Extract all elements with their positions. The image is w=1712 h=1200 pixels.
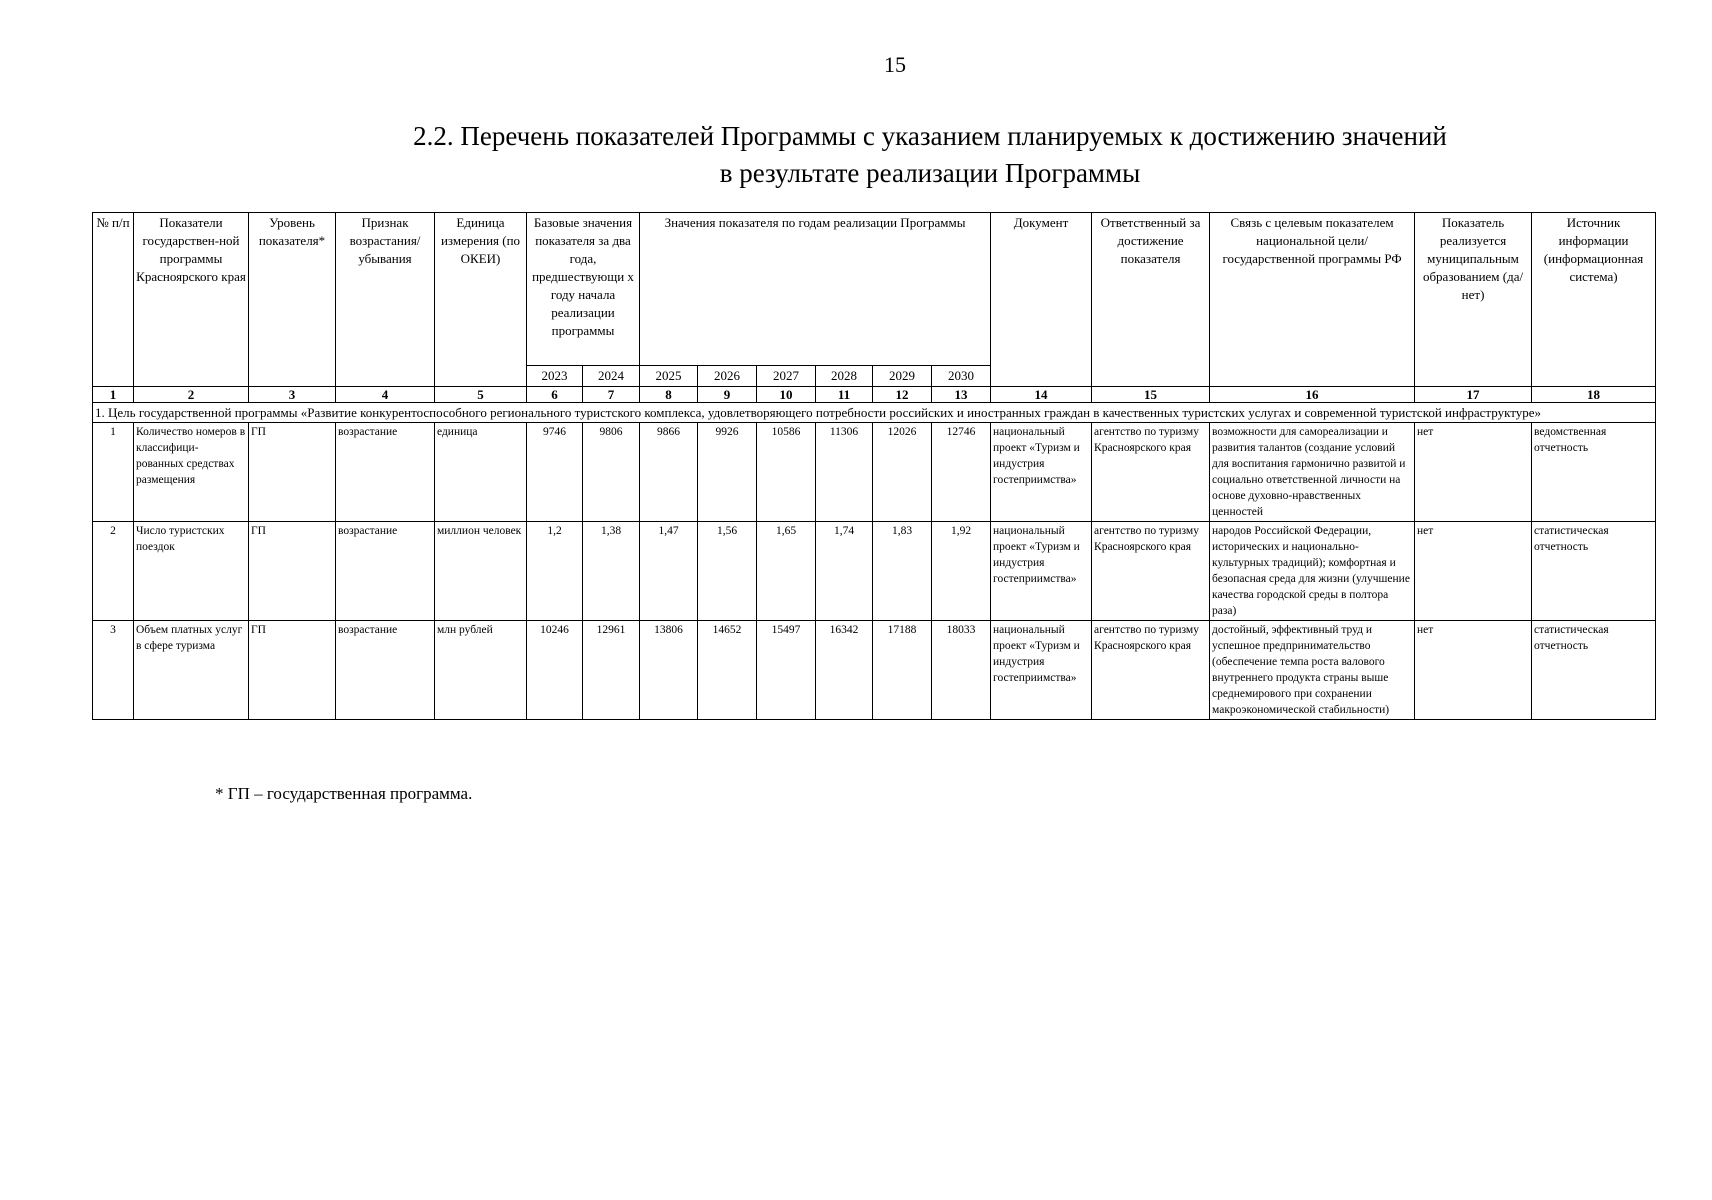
- column-number: 16: [1210, 387, 1415, 403]
- header-year: 2024: [583, 366, 640, 387]
- row-no: 1: [93, 423, 134, 522]
- row-no: 2: [93, 522, 134, 621]
- row-indicator: Число туристских поездок: [134, 522, 249, 621]
- header-year: 2029: [873, 366, 932, 387]
- row-value: 10586: [757, 423, 816, 522]
- row-value: 9926: [698, 423, 757, 522]
- column-number: 15: [1092, 387, 1210, 403]
- row-value: 10246: [527, 621, 583, 720]
- footnote: * ГП – государственная программа.: [215, 784, 473, 803]
- column-number: 4: [336, 387, 435, 403]
- row-value: 16342: [816, 621, 873, 720]
- header-document: Документ: [991, 213, 1092, 387]
- row-document: национальный проект «Туризм и индустрия гостеприимства»: [991, 423, 1092, 522]
- header-municipal: Показатель реализуется муниципальным образованием (да/нет): [1415, 213, 1532, 387]
- row-link: достойный, эффективный труд и успешное предпринимательство (обеспечение темпа роста валового внутреннего продукта страны выше среднемирового при сохранении макроэкономической стабильности): [1210, 621, 1415, 720]
- row-value: 15497: [757, 621, 816, 720]
- row-value: 12961: [583, 621, 640, 720]
- header-no: № п/п: [93, 213, 134, 387]
- header-year: 2030: [932, 366, 991, 387]
- row-document: национальный проект «Туризм и индустрия гостеприимства»: [991, 522, 1092, 621]
- row-value: 13806: [640, 621, 698, 720]
- row-sign: возрастание: [336, 522, 435, 621]
- indicators-table-wrapper: [92, 212, 1656, 720]
- row-responsible: агентство по туризму Красноярского края: [1092, 423, 1210, 522]
- header-level: Уровень показателя*: [249, 213, 336, 387]
- row-value: 11306: [816, 423, 873, 522]
- row-value: 1,47: [640, 522, 698, 621]
- row-value: 12026: [873, 423, 932, 522]
- indicators-table: [92, 212, 1656, 720]
- row-sign: возрастание: [336, 621, 435, 720]
- row-indicator: Количество номеров в классифици-рованных средствах размещения: [134, 423, 249, 522]
- row-unit: единица: [435, 423, 527, 522]
- row-indicator: Объем платных услуг в сфере туризма: [134, 621, 249, 720]
- header-row: [93, 213, 1656, 366]
- row-link: народов Российской Федерации, исторических и национально-культурных традиций); комфортная и безопасная среда для жизни (улучшение качества городской среды в полтора раза): [1210, 522, 1415, 621]
- header-unit: Единица измерения (по ОКЕИ): [435, 213, 527, 387]
- column-number: 12: [873, 387, 932, 403]
- column-numbers-row: [93, 387, 1656, 403]
- row-value: 1,56: [698, 522, 757, 621]
- column-number: 9: [698, 387, 757, 403]
- column-number: 6: [527, 387, 583, 403]
- row-document: национальный проект «Туризм и индустрия гостеприимства»: [991, 621, 1092, 720]
- goal-text: 1. Цель государственной программы «Развитие конкурентоспособного регионального туристского комплекса, удовлетворяющего потребности российских и иностранных граждан в качественных туристских услугах и современной туристской инфраструктуре»: [93, 403, 1656, 423]
- row-value: 1,38: [583, 522, 640, 621]
- row-value: 1,74: [816, 522, 873, 621]
- header-year: 2028: [816, 366, 873, 387]
- column-number: 5: [435, 387, 527, 403]
- row-no: 3: [93, 621, 134, 720]
- column-number: 7: [583, 387, 640, 403]
- header-sign: Признак возрастания/ убывания: [336, 213, 435, 387]
- page-title: [0, 118, 1712, 192]
- header-responsible: Ответственный за достижение показателя: [1092, 213, 1210, 387]
- row-responsible: агентство по туризму Красноярского края: [1092, 621, 1210, 720]
- row-level: ГП: [249, 621, 336, 720]
- column-number: 17: [1415, 387, 1532, 403]
- row-value: 14652: [698, 621, 757, 720]
- goal-row: [93, 403, 1656, 423]
- header-year: 2026: [698, 366, 757, 387]
- header-years-group: Значения показателя по годам реализации Программы: [640, 213, 991, 366]
- header-year: 2023: [527, 366, 583, 387]
- title-line-1: 2.2. Перечень показателей Программы с указанием планируемых к достижению значений: [413, 121, 1447, 151]
- row-value: 9746: [527, 423, 583, 522]
- column-number: 13: [932, 387, 991, 403]
- row-unit: миллион человек: [435, 522, 527, 621]
- row-municipal: нет: [1415, 621, 1532, 720]
- header-year: 2025: [640, 366, 698, 387]
- header-year: 2027: [757, 366, 816, 387]
- table-row: [93, 423, 1656, 522]
- row-municipal: нет: [1415, 423, 1532, 522]
- column-number: 8: [640, 387, 698, 403]
- row-sign: возрастание: [336, 423, 435, 522]
- row-source: статистическая отчетность: [1532, 522, 1656, 621]
- header-indicator: Показатели государствен-ной программы Красноярского края: [134, 213, 249, 387]
- column-number: 3: [249, 387, 336, 403]
- column-number: 11: [816, 387, 873, 403]
- row-value: 18033: [932, 621, 991, 720]
- row-level: ГП: [249, 522, 336, 621]
- table-row: [93, 621, 1656, 720]
- column-number: 18: [1532, 387, 1656, 403]
- row-value: 12746: [932, 423, 991, 522]
- column-number: 14: [991, 387, 1092, 403]
- row-source: статистическая отчетность: [1532, 621, 1656, 720]
- header-source: Источник информации (информационная система): [1532, 213, 1656, 387]
- row-value: 1,83: [873, 522, 932, 621]
- row-value: 9866: [640, 423, 698, 522]
- row-value: 1,65: [757, 522, 816, 621]
- row-value: 1,92: [932, 522, 991, 621]
- row-municipal: нет: [1415, 522, 1532, 621]
- row-unit: млн рублей: [435, 621, 527, 720]
- title-line-2: в результате реализации Программы: [719, 158, 1141, 188]
- row-value: 9806: [583, 423, 640, 522]
- header-link: Связь с целевым показателем национальной цели/государственной программы РФ: [1210, 213, 1415, 387]
- row-link: возможности для самореализации и развития талантов (создание условий для воспитания гармонично развитой и социально ответственной личности на основе духовно-нравственных ценностей: [1210, 423, 1415, 522]
- column-number: 1: [93, 387, 134, 403]
- column-number: 2: [134, 387, 249, 403]
- page-number: 15: [884, 52, 906, 77]
- column-number: 10: [757, 387, 816, 403]
- row-value: 17188: [873, 621, 932, 720]
- row-responsible: агентство по туризму Красноярского края: [1092, 522, 1210, 621]
- table-row: [93, 522, 1656, 621]
- row-level: ГП: [249, 423, 336, 522]
- header-base: Базовые значения показателя за два года, предшествующи х году начала реализации программы: [527, 213, 640, 366]
- row-value: 1,2: [527, 522, 583, 621]
- row-source: ведомственная отчетность: [1532, 423, 1656, 522]
